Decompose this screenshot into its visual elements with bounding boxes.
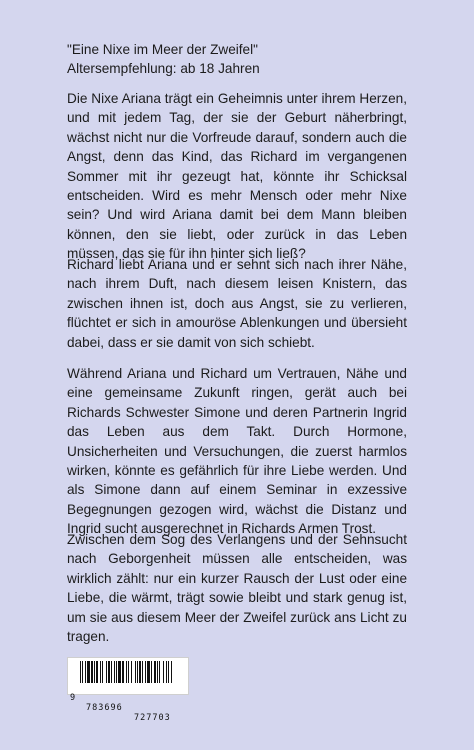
isbn-barcode [67, 657, 189, 723]
barcode-bars [72, 661, 184, 685]
barcode-bar [118, 661, 121, 683]
barcode-bar [128, 661, 129, 683]
barcode-bar [171, 661, 172, 683]
barcode-digit-group-1: 783696 [86, 703, 123, 713]
barcode-bar [116, 661, 117, 683]
barcode-bar [168, 661, 169, 683]
barcode-bar [142, 661, 143, 683]
barcode-bar [91, 661, 93, 683]
barcode-bar [126, 661, 127, 683]
barcode-bar [80, 661, 81, 683]
barcode-digit-group-2: 727703 [134, 713, 171, 723]
barcode-bar [94, 661, 95, 683]
barcode-bar [166, 661, 167, 683]
barcode-bar [106, 661, 107, 683]
barcode-bar [145, 661, 146, 683]
barcode-bar [163, 661, 164, 683]
blurb-paragraph-1: Die Nixe Ariana trägt ein Geheimnis unter ihrem Herzen, und mit jedem Tag, der sie der Geburt näherbringt, wächst nicht nur die Vorfreude darauf, sondern auch die Angst, denn das Kind, das Richard im vergangenen Sommer mit ihr gezeugt hat, könnte ihr Schicksal entscheiden. Wird es mehr Mensch oder mehr Nixe sein? Und wird Ariana damit bei dem Mann bleiben können, den sie liebt, oder zurück in das Leben müssen, das sie für ihn hinter sich ließ? [67, 91, 407, 262]
barcode-digits [70, 683, 186, 723]
barcode-bar [111, 661, 112, 683]
blurb-paragraph-2: Richard liebt Ariana und er sehnt sich nach ihrer Nähe, nach ihrem Duft, nach diesem leisen Knistern, das zwischen ihnen ist, doch aus Angst, sie zu verlieren, flüchtet er sich in amouröse Ablenkungen und übersieht dabei, dass er sie damit von sich schiebt. [67, 257, 407, 350]
barcode-bar [102, 661, 103, 683]
age-recommendation: Altersempfehlung: ab 18 Jahren [67, 61, 260, 76]
book-title-line: "Eine Nixe im Meer der Zweifel" [67, 42, 258, 57]
barcode-bar [131, 661, 132, 683]
barcode-bar [157, 661, 158, 683]
barcode-bar [114, 661, 115, 683]
barcode-bar [108, 661, 110, 683]
barcode-bar [100, 661, 101, 683]
barcode-bar [85, 661, 86, 683]
blurb-paragraph-3: Während Ariana und Richard um Vertrauen, Nähe und eine gemeinsame Zukunft ringen, gerät auch bei Richards Schwester Simone und deren Partnerin Ingrid das Leben aus dem Takt. Durch Hormone, Unsicherheiten und Versuchungen, die zuerst harmlos wirken, könnte es gefährlich für ihre Liebe werden. Und als Simone dann auf einem Seminar in exzessive Begegnungen gezogen wird, wächst die Distanz und Ingrid sucht ausgerechnet in Richards Armen Trost. [67, 366, 407, 537]
barcode-bar [151, 661, 152, 683]
barcode-bar [82, 661, 83, 683]
blurb-paragraph-4: Zwischen dem Sog des Verlangens und der Sehnsucht nach Geborgenheit müssen alle entscheiden, was wirklich zählt: nur ein kurzer Rausch der Lust oder eine Liebe, die wärmt, trägt sowie bleibt und stark genug ist, um sie aus diesem Meer der Zweifel zurück ans Licht zu tragen. [67, 532, 407, 645]
cover-header [67, 40, 412, 78]
barcode-digit-first: 9 [70, 693, 76, 703]
barcode-bar [154, 661, 156, 683]
barcode-bar [122, 661, 124, 683]
barcode-bar [147, 661, 150, 683]
barcode-bar [87, 661, 90, 683]
barcode-bar [159, 661, 160, 683]
barcode-bar [135, 661, 136, 683]
barcode-bar [137, 661, 138, 683]
barcode-bar [96, 661, 98, 683]
barcode-bar [139, 661, 141, 683]
